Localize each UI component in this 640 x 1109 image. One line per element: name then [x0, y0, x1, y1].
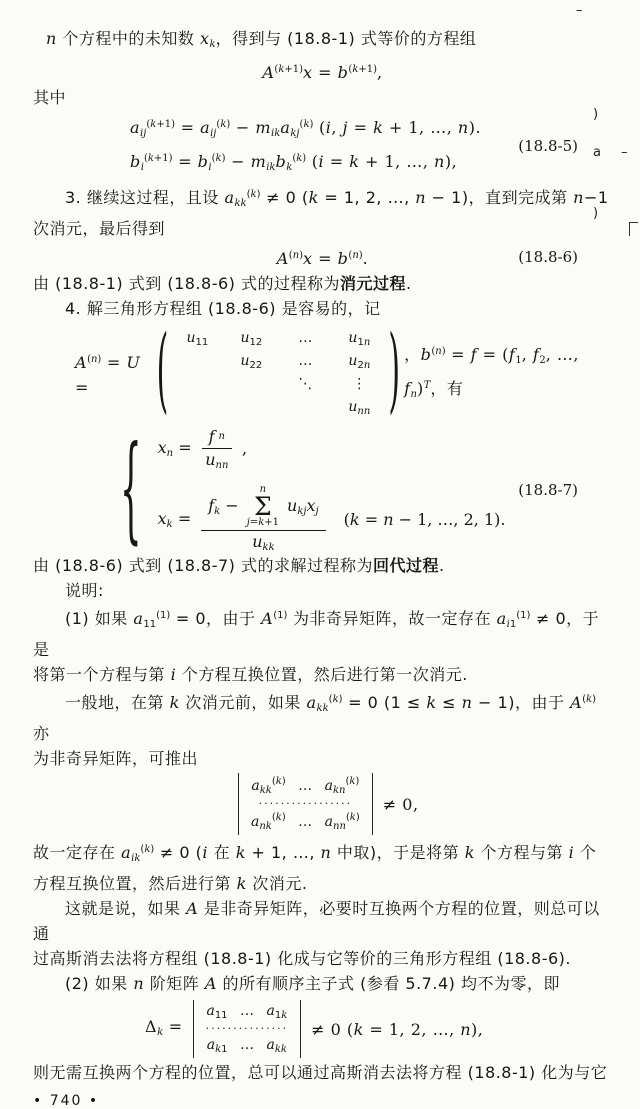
determinant-row: $a_{11}$ … $a_{1k}$ [206, 1003, 288, 1021]
equation-label-18-8-5: (18.8-5) [518, 137, 578, 155]
scan-artifact: – [576, 3, 583, 18]
paragraph-remark1-line2: 将第一个方程与第 i 个方程互换位置，然后进行第一次消元. [33, 665, 468, 684]
matrix-cell: $u_{12}$ [240, 329, 263, 348]
matrix-cell: ⋮ [352, 375, 367, 392]
equation-label-18-8-6: (18.8-6) [518, 248, 578, 266]
determinant-dots: ··············· [205, 1022, 289, 1035]
equation-18-8-6: $A^{(n)}x = b^{(n)}$. [276, 249, 369, 268]
equation-block-18-8-7 [120, 422, 612, 558]
fraction-numerator [201, 485, 325, 532]
fraction [202, 427, 232, 471]
eq7-condition: (k = n − 1, …, 2, 1). [343, 509, 506, 529]
paragraph-intro: n 个方程中的未知数 $x_k$，得到与 (18.8-1) 式等价的方程组 [46, 29, 477, 50]
left-brace-icon: { [120, 422, 142, 558]
summation-upper-limit: n [259, 483, 267, 495]
matrix-cell: $u_{22}$ [240, 352, 263, 371]
upper-triangular-matrix [170, 330, 386, 417]
equation-18-8-5-line2: $b_i^{(k+1)} = b_i^{(k)} - m_{ik}b_k^{(k)}$ (i = k + 1, …, n), [130, 152, 458, 173]
paragraph-general-line1: 一般地，在第 k 次消元前，如果 $a_{kk}^{(k)} = 0$ (1 ≤ k ≤ n − 1)，由于 $A^{(k)}$ 亦 [33, 693, 596, 743]
fraction-numerator: f n [202, 427, 232, 449]
paragraph-back-substitution: 由 (18.8-6) 式到 (18.8-7) 式的求解过程称为回代过程. [33, 556, 445, 575]
scan-artifact: ) [593, 206, 599, 221]
determinant-condition-2 [145, 1000, 612, 1058]
determinant-row: $a_{nk}^{(k)}$ … $a_{nn}^{(k)}$ [251, 812, 360, 832]
sigma-icon: Σ [254, 491, 272, 521]
page-number: • 740 • [33, 1093, 100, 1109]
determinant-condition-1 [238, 773, 612, 835]
eq7-line2-lhs: $x_k$ = [157, 508, 192, 530]
matrix-cell: … [298, 352, 313, 369]
paragraph-qizhong: 其中 [33, 88, 67, 107]
paragraph-exists-line2: 方程互换位置，然后进行第 k 次消元. [33, 874, 308, 893]
equation-block-18-8-6 [33, 243, 612, 271]
paragraph-general-line2: 为非奇异矩阵，可推出 [33, 749, 199, 768]
summation-lower-limit: j=k+1 [246, 517, 280, 529]
paragraph-final: 则无需互换两个方程的位置，总可以通过高斯消去法将方程 (18.8-1) 化为与它 [33, 1063, 608, 1082]
scan-artifact: ) [593, 107, 599, 122]
back-substitution-line1 [158, 427, 506, 471]
paragraph-step3-line2: 次消元，最后得到 [33, 219, 166, 238]
summation [247, 485, 279, 529]
scan-artifact-corner [629, 222, 638, 236]
fraction [201, 485, 325, 554]
back-substitution-line2 [158, 485, 506, 554]
eq7-line1-lhs: $x_n$ = [157, 438, 192, 460]
eq7-line1-tail: , [242, 439, 248, 459]
matrix-cell: $u_{nn}$ [348, 398, 371, 417]
matrix-lhs: $A^{(n)} = U$ = [75, 352, 141, 397]
scan-artifact: – [621, 145, 628, 160]
numerator-right: $u_{kj}x_j$ [287, 496, 319, 517]
paragraph-elimination-process: 由 (18.8-1) 式到 (18.8-6) 式的过程称为消元过程. [33, 274, 412, 293]
determinant-row: $a_{kk}^{(k)}$ … $a_{kn}^{(k)}$ [251, 776, 360, 796]
paragraph-remark1-line1: (1) 如果 $a_{11}^{(1)} = 0$，由于 $A^{(1)}$ 为非奇异矩阵，故一定存在 $a_{i1}^{(1)} \ne 0$，于是 [33, 609, 600, 659]
equation-equiv-system: $A^{(k+1)}x = b^{(k+1)}$, [262, 63, 383, 82]
matrix-cell: ⋱ [298, 375, 313, 392]
determinant-body [193, 1000, 301, 1058]
determinant-tail: ≠ 0, [382, 794, 419, 814]
matrix-definition-row [75, 317, 612, 426]
fraction-denominator: $u_{kk}$ [252, 532, 275, 554]
determinant-tail: ≠ 0 (k = 1, 2, …, n), [311, 1019, 484, 1039]
determinant-dots: ················· [258, 797, 353, 810]
paragraph-conclusion-line2: 过高斯消去法将方程组 (18.8-1) 化成与它等价的三角形方程组 (18.8-6). [33, 949, 571, 968]
right-paren-icon: ) [388, 317, 401, 426]
matrix-cell: $u_{1n}$ [348, 329, 371, 348]
paragraph-exists-line1: 故一定存在 $a_{ik}^{(k)} \ne 0$ (i 在 k + 1, …, n 中取)，于是将第 k 个方程与第 i 个 [33, 843, 597, 864]
matrix-cell: … [298, 329, 313, 346]
numerator-left: $f_k$ − [208, 496, 239, 517]
matrix-rhs: ，$b^{(n)} = f = (f_1$, $f_2$, …, $f_n)^T$，有 [404, 345, 579, 400]
determinant-row: $a_{k1}$ … $a_{kk}$ [206, 1037, 287, 1055]
equation-block-18-8-5 [33, 112, 612, 180]
determinant-lhs: $\Delta_k$ = [145, 1016, 183, 1038]
paragraph-step4: 4. 解三角形方程组 (18.8-6) 是容易的，记 [65, 299, 381, 318]
left-paren-icon: ( [156, 317, 169, 426]
equation-row-equiv-system [33, 57, 612, 85]
equation-label-18-8-7: (18.8-7) [518, 481, 578, 499]
paragraph-step3-line1: 3. 继续这过程，且设 $a_{kk}^{(k)} \ne 0$ (k = 1, 2, …, n − 1)，直到完成第 n−1 [65, 188, 609, 209]
determinant-body [238, 773, 373, 835]
paragraph-remarks-heading: 说明: [65, 581, 104, 600]
paragraph-remark2: (2) 如果 n 阶矩阵 A 的所有顺序主子式 (参看 5.7.4) 均不为零，即 [65, 974, 560, 993]
fraction-denominator: $u_{nn}$ [205, 449, 229, 471]
matrix-cell: $u_{11}$ [186, 329, 209, 348]
scan-artifact: a [593, 145, 601, 160]
equation-18-8-5-line1: $a_{ij}^{(k+1)} = a_{ij}^{(k)} - m_{ik}a_{kj}^{(k)}$ (i, j = k + 1, …, n). [130, 118, 482, 139]
paragraph-conclusion-line1: 这就是说，如果 A 是非奇异矩阵，必要时互换两个方程的位置，则总可以通 [33, 899, 600, 943]
matrix-cell: $u_{2n}$ [348, 352, 371, 371]
